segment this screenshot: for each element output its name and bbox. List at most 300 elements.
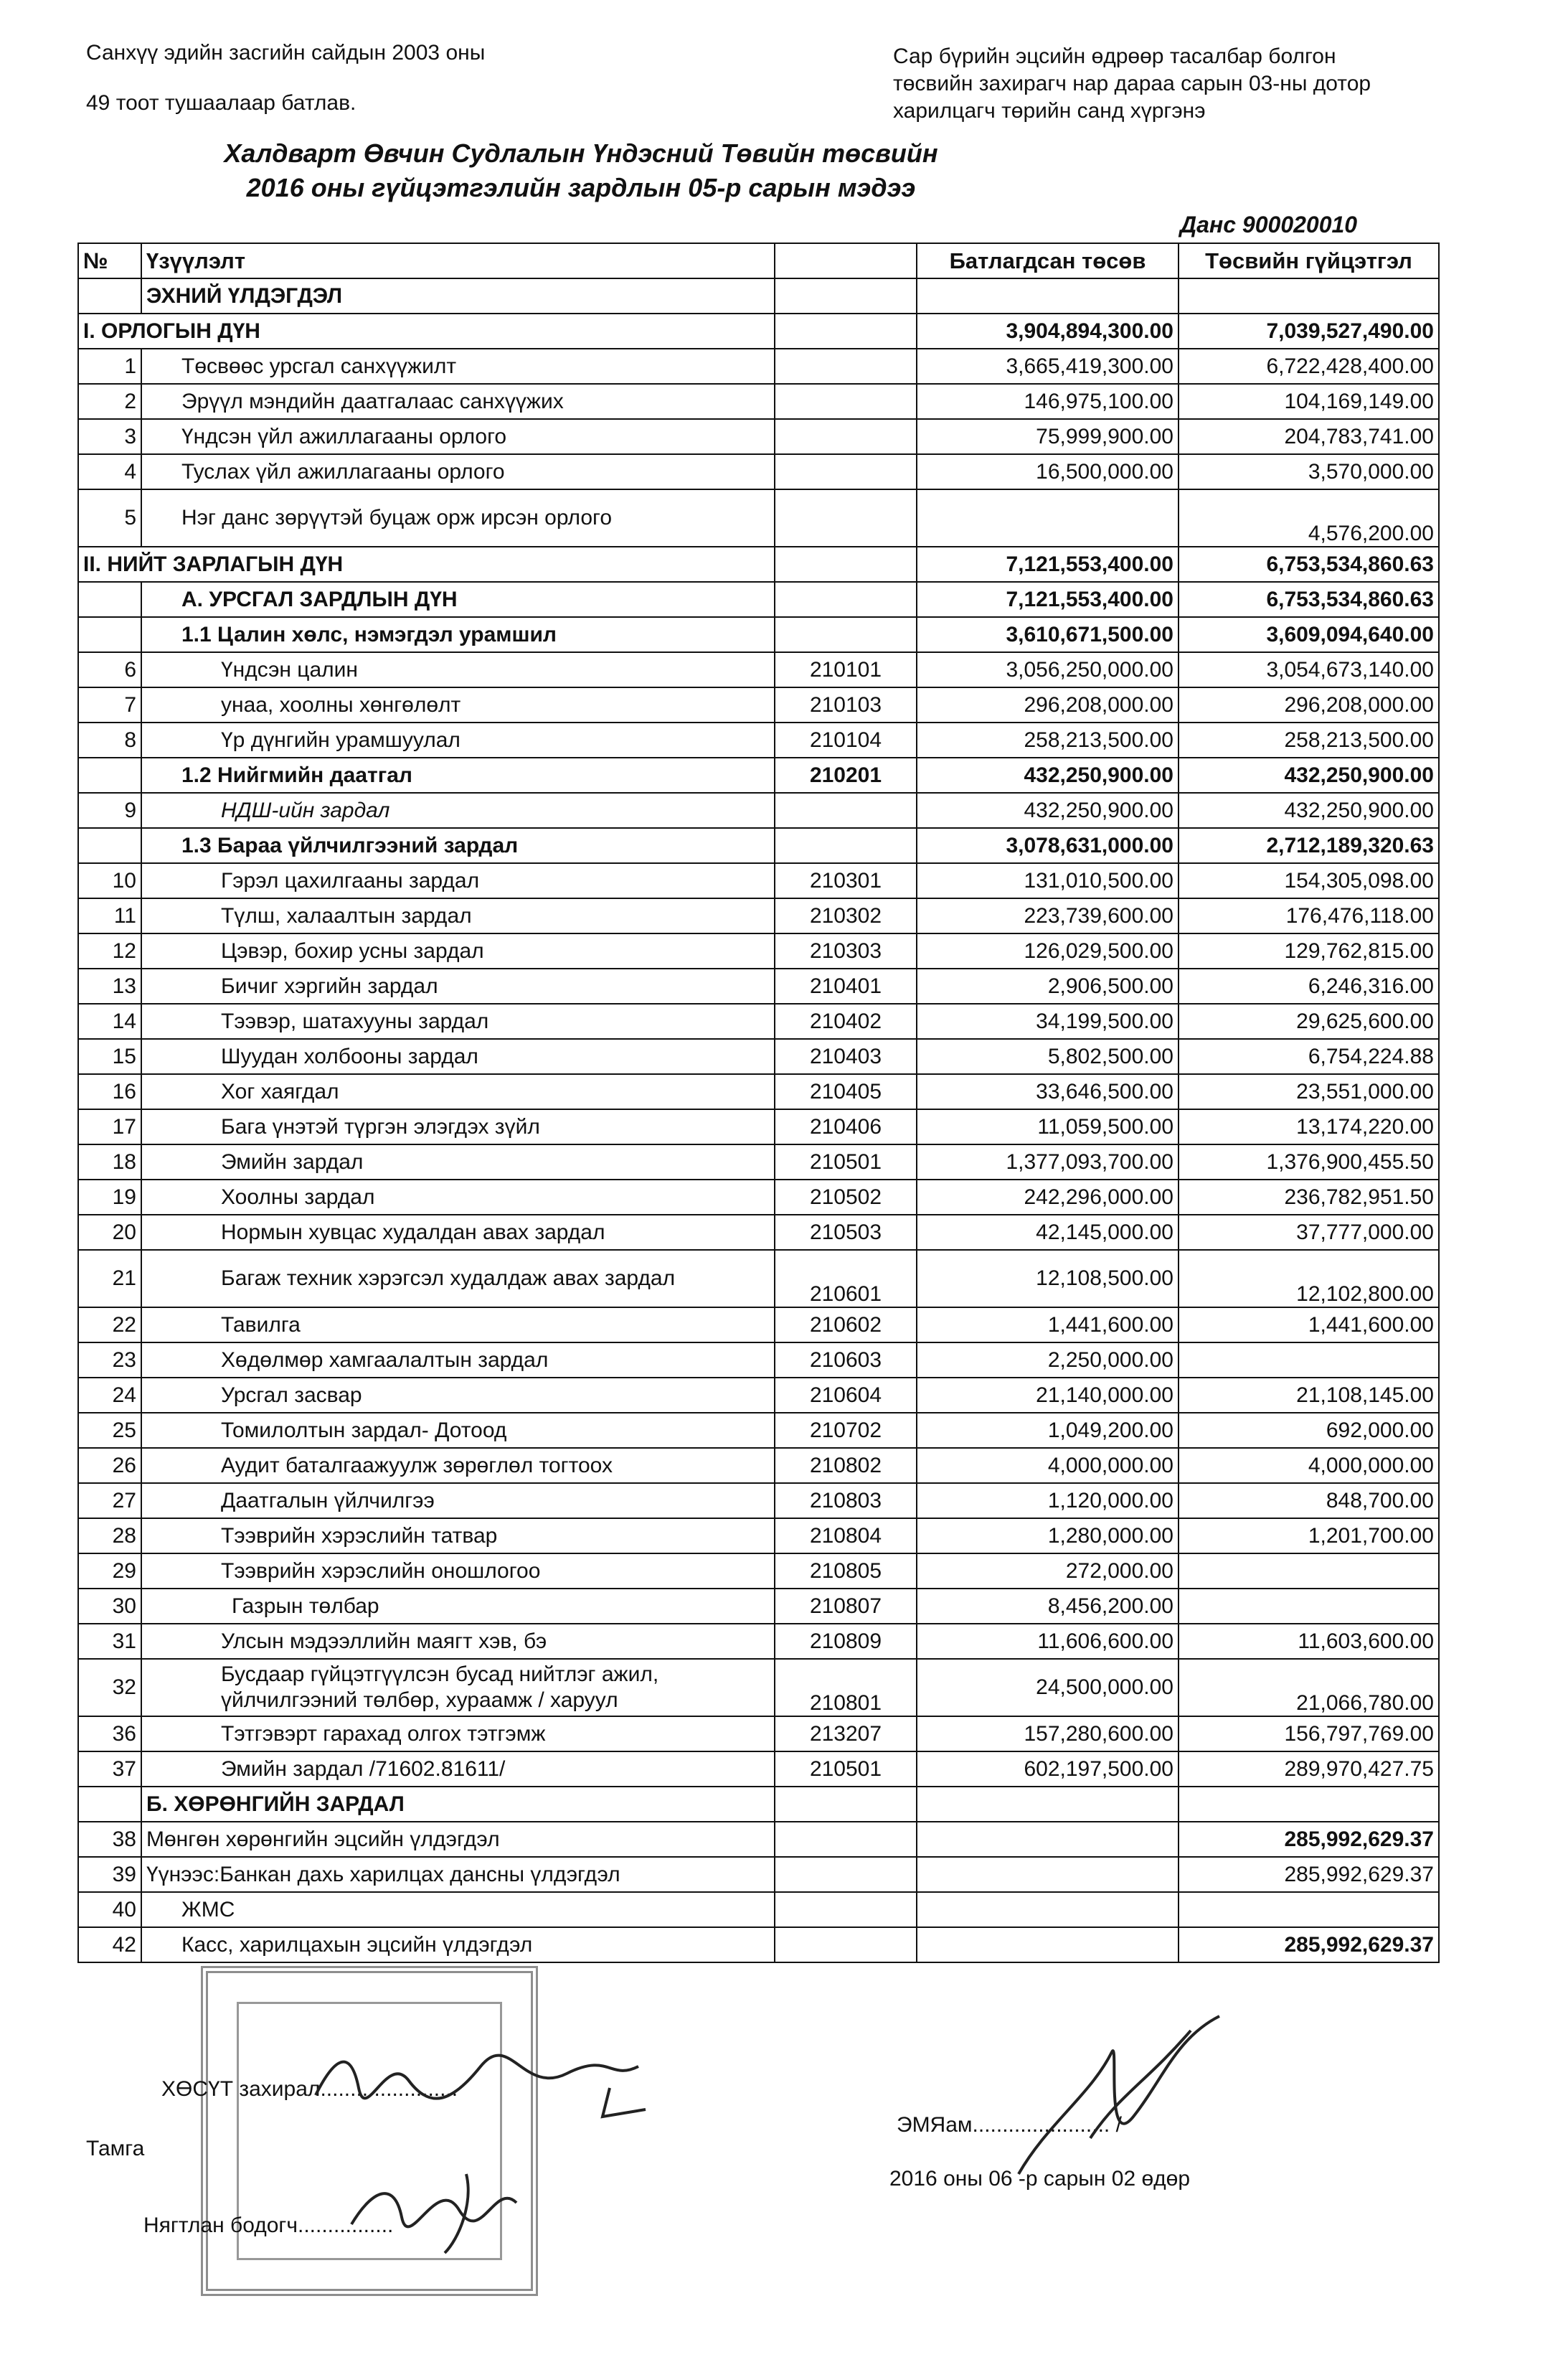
table-row	[78, 547, 1439, 582]
row-budget: 157,280,600.00	[917, 1716, 1179, 1751]
row-actual	[1179, 1787, 1439, 1822]
row-budget	[917, 489, 1179, 547]
row-code	[775, 1857, 917, 1892]
table-row	[78, 1448, 1439, 1483]
row-code: 210602	[775, 1307, 917, 1342]
accountant-dots: ................	[298, 2213, 394, 2237]
row-label: Тээврийн хэрэслийн оношлогоо	[141, 1553, 775, 1589]
instruction-line-1: Сар бүрийн эцсийн өдрөөр тасалбар болгон	[893, 44, 1336, 68]
row-budget: 131,010,500.00	[917, 863, 1179, 898]
row-budget	[917, 1822, 1179, 1857]
row-number: 37	[78, 1751, 141, 1787]
row-code	[775, 489, 917, 547]
row-actual: 37,777,000.00	[1179, 1215, 1439, 1250]
table-row	[78, 1589, 1439, 1624]
row-budget: 11,059,500.00	[917, 1109, 1179, 1144]
row-label: Бага үнэтэй түргэн элэгдэх зүйл	[141, 1109, 775, 1144]
row-label: унаа, хоолны хөнгөлөлт	[141, 687, 775, 723]
row-label: Үр дүнгийн урамшуулал	[141, 723, 775, 758]
row-actual: 3,609,094,640.00	[1179, 617, 1439, 652]
row-budget: 11,606,600.00	[917, 1624, 1179, 1659]
table-row	[78, 969, 1439, 1004]
row-code: 210301	[775, 863, 917, 898]
row-number: 18	[78, 1144, 141, 1180]
col-header-code	[775, 243, 917, 278]
row-label: Мөнгөн хөрөнгийн эцсийн үлдэгдэл	[141, 1822, 775, 1857]
ministry-label: ЭМЯам	[897, 2113, 973, 2137]
table-row	[78, 1215, 1439, 1250]
table-row	[78, 314, 1439, 349]
row-number: 7	[78, 687, 141, 723]
row-code: 213207	[775, 1716, 917, 1751]
row-number: 17	[78, 1109, 141, 1144]
table-header-row	[78, 243, 1439, 278]
row-number: 26	[78, 1448, 141, 1483]
approval-line-2: 49 тоот тушаалаар батлав.	[86, 91, 356, 115]
row-label: Шуудан холбооны зардал	[141, 1039, 775, 1074]
document-title	[0, 136, 1162, 205]
row-budget: 21,140,000.00	[917, 1378, 1179, 1413]
row-label: Тээвэр, шатахууны зардал	[141, 1004, 775, 1039]
row-number	[78, 617, 141, 652]
row-label: Даатгалын үйлчилгээ	[141, 1483, 775, 1518]
row-code: 210702	[775, 1413, 917, 1448]
table-row	[78, 1892, 1439, 1927]
row-budget: 296,208,000.00	[917, 687, 1179, 723]
row-code	[775, 582, 917, 617]
row-number: 15	[78, 1039, 141, 1074]
row-budget	[917, 278, 1179, 314]
table-row	[78, 489, 1439, 547]
row-code: 210809	[775, 1624, 917, 1659]
row-number: 25	[78, 1413, 141, 1448]
row-label: Аудит баталгаажуулж зөрөглөл тогтоох	[141, 1448, 775, 1483]
table-row	[78, 758, 1439, 793]
row-actual: 285,992,629.37	[1179, 1857, 1439, 1892]
row-budget: 34,199,500.00	[917, 1004, 1179, 1039]
row-code: 210405	[775, 1074, 917, 1109]
row-label: Улсын мэдээллийн маягт хэв, бэ	[141, 1624, 775, 1659]
table-row	[78, 1307, 1439, 1342]
table-row	[78, 828, 1439, 863]
row-actual: 296,208,000.00	[1179, 687, 1439, 723]
row-actual: 204,783,741.00	[1179, 419, 1439, 454]
table-row	[78, 349, 1439, 384]
table-row	[78, 1624, 1439, 1659]
row-label: Тэтгэвэрт гарахад олгох тэтгэмж	[141, 1716, 775, 1751]
table-row	[78, 898, 1439, 933]
table-row	[78, 384, 1439, 419]
table-row	[78, 1518, 1439, 1553]
row-code	[775, 419, 917, 454]
row-budget: 602,197,500.00	[917, 1751, 1179, 1787]
row-actual: 692,000.00	[1179, 1413, 1439, 1448]
row-budget: 272,000.00	[917, 1553, 1179, 1589]
table-body	[78, 243, 1439, 1962]
table-row	[78, 1413, 1439, 1448]
row-actual: 289,970,427.75	[1179, 1751, 1439, 1787]
col-header-actual: Төсвийн гүйцэтгэл	[1179, 243, 1439, 278]
col-header-no: №	[78, 243, 141, 278]
accountant-signature	[344, 2160, 531, 2260]
row-actual: 13,174,220.00	[1179, 1109, 1439, 1144]
row-number	[78, 1787, 141, 1822]
table-row	[78, 1180, 1439, 1215]
row-section-title: I. ОРЛОГЫН ДҮН	[78, 314, 775, 349]
row-number: 30	[78, 1589, 141, 1624]
row-budget: 3,665,419,300.00	[917, 349, 1179, 384]
row-budget: 8,456,200.00	[917, 1589, 1179, 1624]
table-row	[78, 1716, 1439, 1751]
row-budget: 12,108,500.00	[917, 1250, 1179, 1307]
row-code: 210103	[775, 687, 917, 723]
approval-line-1: Санхүү эдийн засгийн сайдын 2003 оны	[86, 41, 486, 65]
row-budget: 3,078,631,000.00	[917, 828, 1179, 863]
row-number: 38	[78, 1822, 141, 1857]
table-row	[78, 1144, 1439, 1180]
stamp-label: Тамга	[86, 2137, 145, 2160]
row-number: 3	[78, 419, 141, 454]
row-label: Эмийн зардал /71602.81611/	[141, 1751, 775, 1787]
table-row	[78, 1822, 1439, 1857]
row-code	[775, 278, 917, 314]
row-label: Томилолтын зардал- Дотоод	[141, 1413, 775, 1448]
row-budget: 126,029,500.00	[917, 933, 1179, 969]
row-label: Урсгал засвар	[141, 1378, 775, 1413]
director-signature	[308, 2038, 653, 2124]
table-row	[78, 1378, 1439, 1413]
row-actual	[1179, 1342, 1439, 1378]
row-actual: 285,992,629.37	[1179, 1927, 1439, 1962]
row-budget	[917, 1927, 1179, 1962]
row-label: 1.1 Цалин хөлс, нэмэгдэл урамшил	[141, 617, 775, 652]
row-actual: 176,476,118.00	[1179, 898, 1439, 933]
row-actual: 104,169,149.00	[1179, 384, 1439, 419]
row-label: Үндсэн цалин	[141, 652, 775, 687]
row-actual: 1,201,700.00	[1179, 1518, 1439, 1553]
director-dots: .......................	[320, 2077, 458, 2101]
row-label: Түлш, халаалтын зардал	[141, 898, 775, 933]
row-code	[775, 793, 917, 828]
row-label: Бичиг хэргийн зардал	[141, 969, 775, 1004]
table-row	[78, 1483, 1439, 1518]
row-code	[775, 454, 917, 489]
row-code: 210603	[775, 1342, 917, 1378]
row-label: А. УРСГАЛ ЗАРДЛЫН ДҮН	[141, 582, 775, 617]
row-actual: 258,213,500.00	[1179, 723, 1439, 758]
row-label: Нэг данс зөрүүтэй буцаж орж ирсэн орлого	[141, 489, 775, 547]
table-row	[78, 652, 1439, 687]
row-code: 210807	[775, 1589, 917, 1624]
row-code	[775, 384, 917, 419]
budget-table	[77, 243, 1440, 1963]
row-actual: 1,441,600.00	[1179, 1307, 1439, 1342]
row-actual: 6,754,224.88	[1179, 1039, 1439, 1074]
row-budget	[917, 1787, 1179, 1822]
row-code: 210303	[775, 933, 917, 969]
row-actual: 4,000,000.00	[1179, 1448, 1439, 1483]
row-code: 210805	[775, 1553, 917, 1589]
row-actual: 7,039,527,490.00	[1179, 314, 1439, 349]
row-label: Тавилга	[141, 1307, 775, 1342]
table-row	[78, 278, 1439, 314]
table-row	[78, 419, 1439, 454]
row-actual: 236,782,951.50	[1179, 1180, 1439, 1215]
row-number: 2	[78, 384, 141, 419]
row-budget: 3,904,894,300.00	[917, 314, 1179, 349]
row-label: Цэвэр, бохир усны зардал	[141, 933, 775, 969]
row-actual: 432,250,900.00	[1179, 758, 1439, 793]
row-code: 210601	[775, 1250, 917, 1307]
row-budget: 33,646,500.00	[917, 1074, 1179, 1109]
row-actual: 3,570,000.00	[1179, 454, 1439, 489]
row-label: НДШ-ийн зардал	[141, 793, 775, 828]
row-actual	[1179, 1589, 1439, 1624]
row-budget: 432,250,900.00	[917, 758, 1179, 793]
row-number: 12	[78, 933, 141, 969]
row-label: Төсвөөс урсгал санхүүжилт	[141, 349, 775, 384]
row-number: 40	[78, 1892, 141, 1927]
row-code: 210406	[775, 1109, 917, 1144]
row-code	[775, 547, 917, 582]
row-actual: 3,054,673,140.00	[1179, 652, 1439, 687]
row-code: 210201	[775, 758, 917, 793]
row-label: Нормын хувцас худалдан авах зардал	[141, 1215, 775, 1250]
row-number: 29	[78, 1553, 141, 1589]
row-number	[78, 758, 141, 793]
row-actual	[1179, 1892, 1439, 1927]
title-line-1: Халдварт Өвчин Судлалын Үндэсний Төвийн төсвийн	[224, 138, 938, 168]
row-number: 28	[78, 1518, 141, 1553]
row-actual: 12,102,800.00	[1179, 1250, 1439, 1307]
row-budget: 42,145,000.00	[917, 1215, 1179, 1250]
row-code: 210802	[775, 1448, 917, 1483]
row-budget: 75,999,900.00	[917, 419, 1179, 454]
row-actual: 6,246,316.00	[1179, 969, 1439, 1004]
row-number: 27	[78, 1483, 141, 1518]
row-code	[775, 1927, 917, 1962]
row-actual: 21,066,780.00	[1179, 1659, 1439, 1716]
table-row	[78, 1342, 1439, 1378]
row-number: 19	[78, 1180, 141, 1215]
row-label: Бусдаар гүйцэтгүүлсэн бусад нийтлэг ажил, үйлчилгээний төлбөр, хураамж / харуул	[141, 1659, 775, 1716]
row-budget: 1,049,200.00	[917, 1413, 1179, 1448]
row-actual: 156,797,769.00	[1179, 1716, 1439, 1751]
row-number: 16	[78, 1074, 141, 1109]
ministry-signature	[1004, 2009, 1248, 2196]
row-number: 36	[78, 1716, 141, 1751]
row-number: 4	[78, 454, 141, 489]
ministry-dots: ....................... /	[972, 2113, 1122, 2137]
row-number: 23	[78, 1342, 141, 1378]
row-actual: 848,700.00	[1179, 1483, 1439, 1518]
row-number: 24	[78, 1378, 141, 1413]
row-number: 5	[78, 489, 141, 547]
row-budget: 1,441,600.00	[917, 1307, 1179, 1342]
row-actual: 21,108,145.00	[1179, 1378, 1439, 1413]
row-budget: 5,802,500.00	[917, 1039, 1179, 1074]
row-budget: 3,056,250,000.00	[917, 652, 1179, 687]
table-row	[78, 793, 1439, 828]
row-budget: 1,280,000.00	[917, 1518, 1179, 1553]
instruction-line-3: харилцагч төрийн санд хүргэнэ	[893, 99, 1206, 123]
row-actual: 285,992,629.37	[1179, 1822, 1439, 1857]
row-label: Үүнээс:Банкан дахь харилцах дансны үлдэгдэл	[141, 1857, 775, 1892]
row-code: 210604	[775, 1378, 917, 1413]
row-code: 210804	[775, 1518, 917, 1553]
table-row	[78, 1109, 1439, 1144]
row-budget: 1,120,000.00	[917, 1483, 1179, 1518]
row-label: Газрын төлбар	[141, 1589, 775, 1624]
row-number: 39	[78, 1857, 141, 1892]
row-budget: 3,610,671,500.00	[917, 617, 1179, 652]
row-actual: 29,625,600.00	[1179, 1004, 1439, 1039]
row-actual	[1179, 1553, 1439, 1589]
row-number: 31	[78, 1624, 141, 1659]
table-row	[78, 1074, 1439, 1109]
table-row	[78, 1857, 1439, 1892]
row-code: 210501	[775, 1751, 917, 1787]
row-code: 210501	[775, 1144, 917, 1180]
row-label: 1.2 Нийгмийн даатгал	[141, 758, 775, 793]
row-code: 210503	[775, 1215, 917, 1250]
row-label: Үндсэн үйл ажиллагааны орлого	[141, 419, 775, 454]
row-budget: 7,121,553,400.00	[917, 582, 1179, 617]
row-label: ЖМС	[141, 1892, 775, 1927]
row-actual	[1179, 278, 1439, 314]
row-actual: 6,753,534,860.63	[1179, 582, 1439, 617]
row-code: 210401	[775, 969, 917, 1004]
row-number: 11	[78, 898, 141, 933]
row-label: Тээврийн хэрэслийн татвар	[141, 1518, 775, 1553]
row-number: 42	[78, 1927, 141, 1962]
row-code	[775, 617, 917, 652]
row-number: 1	[78, 349, 141, 384]
row-actual: 432,250,900.00	[1179, 793, 1439, 828]
row-label: Багаж техник хэрэгсэл худалдаж авах зардал	[141, 1250, 775, 1307]
row-budget: 2,250,000.00	[917, 1342, 1179, 1378]
table-row	[78, 1927, 1439, 1962]
row-label: Касс, харилцахын эцсийн үлдэгдэл	[141, 1927, 775, 1962]
row-number: 9	[78, 793, 141, 828]
row-label: Гэрэл цахилгааны зардал	[141, 863, 775, 898]
row-number	[78, 582, 141, 617]
table-row	[78, 454, 1439, 489]
row-label: Эрүүл мэндийн даатгалаас санхүүжих	[141, 384, 775, 419]
row-number	[78, 278, 141, 314]
row-code	[775, 1787, 917, 1822]
row-actual: 23,551,000.00	[1179, 1074, 1439, 1109]
col-header-budget: Батлагдсан төсөв	[917, 243, 1179, 278]
row-number: 14	[78, 1004, 141, 1039]
row-number: 6	[78, 652, 141, 687]
row-budget: 7,121,553,400.00	[917, 547, 1179, 582]
table-row	[78, 1250, 1439, 1307]
row-label: Туслах үйл ажиллагааны орлого	[141, 454, 775, 489]
row-budget	[917, 1892, 1179, 1927]
col-header-name: Үзүүлэлт	[141, 243, 775, 278]
row-code	[775, 828, 917, 863]
row-budget: 16,500,000.00	[917, 454, 1179, 489]
row-code	[775, 314, 917, 349]
row-code: 210803	[775, 1483, 917, 1518]
row-label: Эмийн зардал	[141, 1144, 775, 1180]
row-number: 20	[78, 1215, 141, 1250]
row-actual: 154,305,098.00	[1179, 863, 1439, 898]
row-section-title: II. НИЙТ ЗАРЛАГЫН ДҮН	[78, 547, 775, 582]
row-actual: 2,712,189,320.63	[1179, 828, 1439, 863]
row-budget: 2,906,500.00	[917, 969, 1179, 1004]
table-row	[78, 723, 1439, 758]
row-label: 1.3 Бараа үйлчилгээний зардал	[141, 828, 775, 863]
row-actual: 6,722,428,400.00	[1179, 349, 1439, 384]
row-budget: 223,739,600.00	[917, 898, 1179, 933]
table-row	[78, 617, 1439, 652]
accountant-label: Нягтлан бодогч	[143, 2213, 298, 2237]
row-actual: 11,603,600.00	[1179, 1624, 1439, 1659]
table-row	[78, 1751, 1439, 1787]
header-right	[893, 43, 1371, 125]
row-code: 210402	[775, 1004, 917, 1039]
table-row	[78, 1004, 1439, 1039]
row-actual: 1,376,900,455.50	[1179, 1144, 1439, 1180]
header-left	[86, 39, 485, 140]
row-code: 210502	[775, 1180, 917, 1215]
row-actual: 4,576,200.00	[1179, 489, 1439, 547]
table-row	[78, 1787, 1439, 1822]
row-code: 210403	[775, 1039, 917, 1074]
row-budget: 1,377,093,700.00	[917, 1144, 1179, 1180]
title-line-2: 2016 оны гүйцэтгэлийн зардлын 05-р сарын мэдээ	[246, 173, 916, 202]
director-label: ХӨСҮТ захирал	[161, 2077, 321, 2101]
table-row	[78, 1659, 1439, 1716]
row-code: 210104	[775, 723, 917, 758]
row-number: 32	[78, 1659, 141, 1716]
table-row	[78, 582, 1439, 617]
row-number: 13	[78, 969, 141, 1004]
row-code	[775, 1822, 917, 1857]
row-label: Хог хаягдал	[141, 1074, 775, 1109]
table-row	[78, 1039, 1439, 1074]
table-row	[78, 687, 1439, 723]
table-row	[78, 863, 1439, 898]
row-number: 21	[78, 1250, 141, 1307]
row-actual: 129,762,815.00	[1179, 933, 1439, 969]
row-budget: 146,975,100.00	[917, 384, 1179, 419]
row-code: 210801	[775, 1659, 917, 1716]
row-budget: 24,500,000.00	[917, 1659, 1179, 1716]
row-budget: 432,250,900.00	[917, 793, 1179, 828]
row-budget: 242,296,000.00	[917, 1180, 1179, 1215]
row-number: 22	[78, 1307, 141, 1342]
table-row	[78, 1553, 1439, 1589]
row-code: 210302	[775, 898, 917, 933]
row-budget	[917, 1857, 1179, 1892]
row-code: 210101	[775, 652, 917, 687]
row-budget: 4,000,000.00	[917, 1448, 1179, 1483]
report-date: 2016 оны 06 -р сарын 02 өдөр	[889, 2167, 1191, 2191]
row-number: 10	[78, 863, 141, 898]
row-budget: 258,213,500.00	[917, 723, 1179, 758]
row-label: ЭХНИЙ ҮЛДЭГДЭЛ	[141, 278, 775, 314]
instruction-line-2: төсвийн захирагч нар дараа сарын 03-ны дотор	[893, 72, 1371, 95]
row-code	[775, 1892, 917, 1927]
row-number: 8	[78, 723, 141, 758]
row-label: Хоолны зардал	[141, 1180, 775, 1215]
account-number: Данс 900020010	[1180, 212, 1358, 237]
row-number	[78, 828, 141, 863]
row-label: Хөдөлмөр хамгаалалтын зардал	[141, 1342, 775, 1378]
